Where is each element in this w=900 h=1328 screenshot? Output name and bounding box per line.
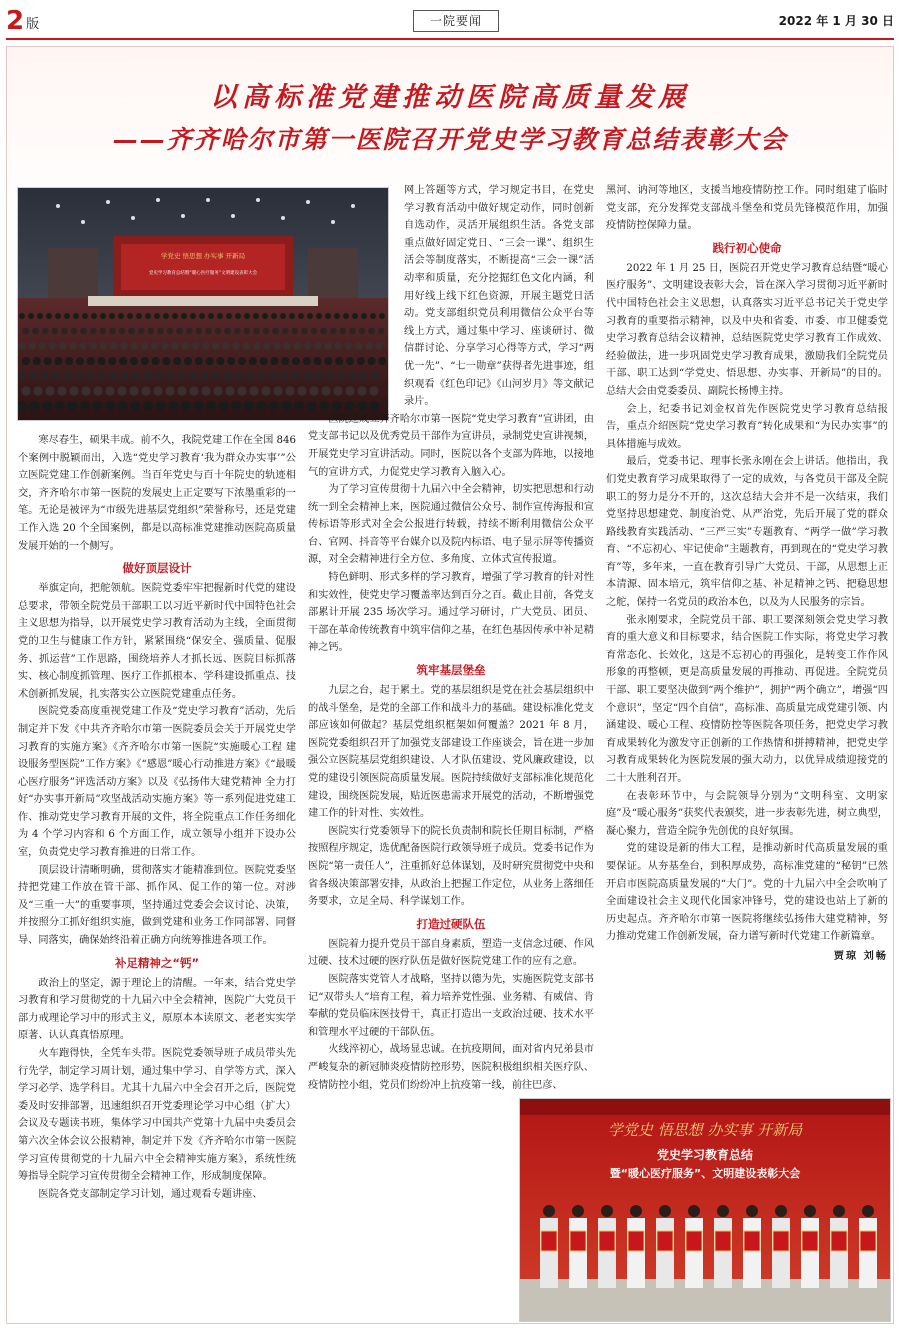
audience-member — [90, 328, 97, 335]
audience-member — [181, 401, 191, 411]
audience-member — [263, 328, 270, 335]
audience-member — [253, 342, 260, 349]
audience-member — [213, 386, 223, 396]
col3-paragraph: 在表彰环节中，与会院领导分别为“文明科室、文明家庭”及“暖心服务”获奖代表颁奖，进一步表彰先进，树立典型，凝心聚力，营造全院争先创优的良好氛围。 — [606, 790, 888, 837]
audience-member — [40, 372, 49, 381]
audience-member — [29, 372, 38, 381]
audience-member — [206, 357, 214, 365]
audience-member — [65, 357, 73, 365]
audience-member — [222, 342, 229, 349]
col2-paragraph: 医院实行党委领导下的院长负责制和院长任期目标制，严格按照程序规定，选优配备医院行政领导班子成员。党委书记作为医院“第一责任人”，注重抓好总体谋划，及时研究贯彻党中央和省各级决策部署安排，从政治上把握工作定位，从业务上落细任务要求，立足全局、科学谋划工作。 — [308, 825, 594, 908]
audience-member — [73, 313, 79, 319]
col1-paragraph: 火车跑得快，全凭车头带。医院党委领导班子成员带头先行先学，制定学习周计划，通过集中学习、自学等方式，深入学习必学、选学科目。尤其十九届六中全会召开之后，医院党委及时安排部署，迅速组织召开党委理论学习中心组（扩大）会议及专题读书班，集体学习中国共产党第十九届中央委员会第六次全体会议公报精神，制定并下发《齐齐哈尔市第一医院学习宣传贯彻党的十九届六中全会精神实施方案》，系统性统筹指导全院学习宣传贯彻全会精神工作，形成制度保障。 — [18, 1048, 296, 1183]
audience-member — [234, 372, 243, 381]
audience-member — [19, 313, 25, 319]
col2-paragraph: 网上答题等方式，学习规定书目，在党史学习教育活动中做好规定动作，同时创新自选动作，灵活开展组织生活。各党支部重点做好固定党日、“三会一课”、组织生活会等制度落实，不断提高“三会一课”活动率和质量，充分挖掘红色文化内涵，利用好线上线下红色资源，开展主题党日活动。党支部组织党员利用微信公众平台等线上方式，通过集中学习、座谈研讨、微信群讨论、分享学习心得等方式，学习“两优一先”、“七一勋章”获得者先进事迹，组织观看《红色印记》《山河岁月》等文献记录片。 — [404, 185, 594, 408]
audience-member — [173, 357, 181, 365]
audience-member — [71, 328, 78, 335]
audience-member — [289, 313, 295, 319]
col3-paragraph: 会上，纪委书记刘金权首先作医院党史学习教育总结报告，重点介绍医院“党史学习教育”转化成果和“为民办实事”的具体措施与成效。 — [606, 403, 888, 450]
col1-paragraph: 举旗定向，把舵领航。医院党委牢牢把握新时代党的建设总要求，带领全院党员干部职工以习近平新时代中国特色社会主义思想为指导，以开展党史学习教育活动为主线，全面贯彻党的卫生与健康工作方针，紧紧围绕“保安全、强质量、促服务、抓运营”工作思路，围绕培养人才抓长远、医院目标抓落实、核心制度抓管理、医疗工作抓根本、学科建设抓重点、技术创新抓发展，扎实落实公立医院党建重点任务。 — [18, 583, 296, 700]
audience-member — [45, 386, 55, 396]
audience-member — [208, 313, 214, 319]
audience-member — [271, 313, 277, 319]
col2-paragraph: 医院还成立齐齐哈尔市第一医院“党史学习教育”宣讲团，由党支部书记以及优秀党员干部作为宣讲员，录制党史宣讲视频，开展党史学习宣讲活动。同时，医院以各个支部为阵地，以接地气的宣讲方式，力促党史学习教育入脑入心。 — [308, 413, 594, 478]
audience-member — [243, 342, 250, 349]
audience-member — [154, 372, 163, 381]
subheading-top-design: 做好顶层设计 — [122, 561, 192, 576]
audience-member — [162, 357, 170, 365]
audience-member — [136, 313, 142, 319]
col1-paragraph: 医院各党支部制定学习计划，通过观看专题讲座、 — [38, 1188, 263, 1200]
page-unit: 版 — [26, 17, 40, 32]
audience-member — [120, 342, 127, 349]
audience-member — [131, 342, 138, 349]
audience-member — [129, 386, 139, 396]
stage-banner-text-1: 学党史 悟思想 办实事 开新局 — [160, 252, 246, 260]
backdrop-title-2: 暨“暖心医疗服务”、文明建设表彰大会 — [609, 1167, 801, 1180]
audience-member — [195, 357, 203, 365]
audience-member — [280, 372, 289, 381]
section-title: 一院要闻 — [413, 10, 499, 32]
audience-member — [235, 313, 241, 319]
audience-member — [219, 401, 229, 411]
audience-member — [217, 313, 223, 319]
audience-member — [260, 357, 268, 365]
audience-member — [291, 328, 298, 335]
audience-member — [261, 386, 271, 396]
audience-member — [93, 401, 103, 411]
audience-member — [22, 357, 30, 365]
audience-member — [281, 357, 289, 365]
audience-member — [226, 313, 232, 319]
audience-member — [23, 328, 30, 335]
audience-member — [181, 313, 187, 319]
audience-member — [192, 342, 199, 349]
col2-paragraph: 医院着力提升党员干部自身素质，塑造一支信念过硬、作风过硬、技术过硬的医疗队伍是做好医院党建工作的应有之意。 — [308, 938, 594, 968]
audience-member — [119, 328, 126, 335]
audience-member — [216, 357, 224, 365]
audience-member — [176, 328, 183, 335]
audience-member — [184, 357, 192, 365]
audience-member — [195, 328, 202, 335]
audience-member — [201, 386, 211, 396]
audience-member — [270, 357, 278, 365]
audience-member — [49, 342, 56, 349]
audience-member — [157, 328, 164, 335]
audience-member — [168, 401, 178, 411]
audience-member — [189, 372, 198, 381]
audience-member — [132, 372, 141, 381]
audience-member — [55, 401, 65, 411]
audience-member — [285, 386, 295, 396]
audience-member — [227, 357, 235, 365]
column-3 — [606, 182, 888, 1072]
audience-member — [171, 342, 178, 349]
audience-member — [61, 328, 68, 335]
audience-member — [161, 342, 168, 349]
audience-member — [297, 386, 307, 396]
subheading-grassroots: 筑牢基层堡垒 — [416, 663, 486, 678]
audience-member — [177, 372, 186, 381]
audience-member — [215, 328, 222, 335]
audience-member — [98, 357, 106, 365]
audience-member — [199, 313, 205, 319]
audience-member — [202, 342, 209, 349]
audience-member — [130, 357, 138, 365]
audience-member — [193, 401, 203, 411]
audience-member — [223, 372, 232, 381]
audience-member — [69, 342, 76, 349]
audience-member — [200, 372, 209, 381]
audience-member — [273, 386, 283, 396]
audience-member — [18, 372, 26, 381]
audience-member — [263, 342, 270, 349]
audience-member — [69, 386, 79, 396]
audience-member — [224, 328, 231, 335]
audience-member — [234, 328, 241, 335]
audience-member — [212, 342, 219, 349]
audience-member — [64, 313, 70, 319]
column-1 — [18, 432, 296, 1203]
audience-member — [119, 357, 127, 365]
audience-member — [138, 328, 145, 335]
audience-member — [244, 401, 254, 411]
audience-member — [109, 372, 118, 381]
issue-date: 2022 年 1 月 30 日 — [778, 14, 894, 28]
audience-member — [67, 401, 77, 411]
audience-member — [257, 372, 266, 381]
audience-member — [182, 342, 189, 349]
audience-member — [231, 401, 241, 411]
audience-member — [238, 357, 246, 365]
audience-member — [141, 357, 149, 365]
audience-member — [284, 342, 291, 349]
audience-member — [39, 342, 46, 349]
col2-paragraph: 九层之台，起于累土。党的基层组织是党在社会基层组织中的战斗堡垒，是党的全部工作和战斗力的基础。建设标准化党支部应该如何做起？基层党组织框架如何覆盖？2021 年 8 月，医院党委组织召开了加强党支部建设工作座谈会，旨在进一步加强公立医院基层党组织建设、人才队伍建设、党风廉政建设，以党的建设引领医院高质量发展。医院持续做好支部标准化规范化建设，围绕医院发展，贴近医患需求开展党的活动，不断增强党建工作的针对性、实效性。 — [308, 685, 594, 820]
audience-member — [165, 386, 175, 396]
audience-member — [42, 401, 52, 411]
audience-member — [244, 313, 250, 319]
audience-member — [163, 313, 169, 319]
audience-member — [262, 313, 268, 319]
subheading-team: 打造过硬队伍 — [416, 916, 486, 931]
audience-member — [18, 342, 25, 349]
audience-member — [291, 372, 300, 381]
audience-member — [249, 357, 257, 365]
audience-member — [93, 386, 103, 396]
article-author: 贾琼 刘畅 — [833, 950, 888, 962]
audience-member — [100, 313, 106, 319]
audience-member — [33, 357, 41, 365]
backdrop-title-1: 党史学习教育总结 — [656, 1148, 754, 1162]
audience-member — [87, 357, 95, 365]
page-number: 2 — [6, 6, 25, 36]
audience-member — [211, 372, 220, 381]
audience-member — [30, 401, 40, 411]
col1-paragraph: 医院党委高度重视党建工作及“党史学习教育”活动，先后制定并下发《中共齐齐哈尔市第一医院委员会关于开展党史学习教育的实施方案》《齐齐哈尔市第一医院“实施暖心工程 建设服务型医院”工作方案》《“感恩”暖心行动推进方案》《“最暖心医疗服务”评选活动方案》以及《弘扬伟大建党精神 全力打好“办实事开新局”攻坚战活动实施方案》等一系列促进党建工作、推动党史学习教育开展的文件，将全院重点工作任务细化为 4 个学习内容和 6 个方面工作，成立领导小组并下设办公室，负责党史学习教育推进的日常工作。 — [18, 706, 296, 859]
audience-member — [105, 401, 115, 411]
col1-paragraph: 政治上的坚定，源于理论上的清醒。一年来，结合党史学习教育和学习贯彻党的十九届六中全会精神，医院广大党员干部力戒理论学习中的形式主义，原原本本读原文、老老实实学原著、认认真真悟原理。 — [18, 977, 296, 1042]
audience-member — [51, 328, 58, 335]
audience-member — [21, 386, 31, 396]
audience-member — [128, 328, 135, 335]
audience-member — [154, 313, 160, 319]
audience-member — [186, 328, 193, 335]
audience-member — [151, 342, 158, 349]
audience-member — [117, 386, 127, 396]
audience-member — [253, 313, 259, 319]
audience-member — [269, 401, 279, 411]
headline-title: 以高标准党建推动医院高质量发展 — [210, 82, 690, 113]
col2-paragraph: 特色鲜明、形式多样的学习教育，增强了学习教育的针对性和实效性，使党史学习覆盖率达到百分之百。截止目前，各党支部累计开展 235 场次学习。通过学习研讨，广大党员、团员、干部在革命传统教育中筑牢信仰之基，在红色基因传承中补足精神之钙。 — [308, 572, 594, 654]
audience-member — [52, 372, 61, 381]
audience-member — [273, 342, 280, 349]
audience-member — [28, 313, 34, 319]
audience-member — [143, 401, 153, 411]
audience-member — [54, 357, 62, 365]
audience-member — [118, 401, 128, 411]
audience-member — [80, 401, 90, 411]
column-2 — [308, 182, 594, 1094]
audience-member — [108, 357, 116, 365]
stage-banner-text-2: 党史学习教育总结暨“暖心医疗服务”文明建设表彰大会 — [148, 271, 258, 276]
headline — [0, 80, 900, 160]
audience-member — [246, 372, 255, 381]
col2-paragraph: 火线淬初心，战场显忠诚。在抗疫期间，面对省内兄弟县市严峻复杂的新冠肺炎疫情防控形势，医院积极组织相关医疗队、疫情防控小组，党员们纷纷冲上抗疫第一线，前往巴彦、 — [308, 1044, 594, 1091]
audience-member — [298, 313, 304, 319]
audience-member — [100, 342, 107, 349]
audience-member — [141, 342, 148, 349]
masthead-rule — [6, 38, 894, 40]
audience-member — [110, 342, 117, 349]
audience-member — [190, 313, 196, 319]
audience-member — [301, 328, 308, 335]
subheading-spirit-calcium: 补足精神之“钙” — [114, 955, 200, 970]
audience-member — [76, 357, 84, 365]
audience-member — [99, 328, 106, 335]
audience-member — [109, 328, 116, 335]
audience-member — [57, 386, 67, 396]
audience-member — [172, 313, 178, 319]
audience-member — [59, 342, 66, 349]
col2-paragraph: 医院落实党管人才战略，坚持以德为先，实施医院党支部书记“双带头人”培育工程，着力培养党性强、业务精、有威信、肯奉献的党员临床医技骨干，真正打造出一支政治过硬、技术水平和管理水平过硬的干部队伍。 — [308, 973, 594, 1038]
audience-member — [177, 386, 187, 396]
audience-member — [152, 357, 160, 365]
col3-paragraph: 张永刚要求，全院党员干部、职工要深刻领会党史学习教育的重大意义和目标要求，结合医院工作实际，将党史学习教育常态化、长效化，这是不忘初心的再强化，是转变工作作风形象的再整顿，更是高质量发展的再推动、再促进。全院党员干部、职工要坚决做到“两个维护”，拥护“两个确立”，增强“四个意识”，坚定“四个自信”，高标准、高质量完成党建引领、内涵建设、暖心工程、疫情防控等医院各项任务，把党史学习教育成果转化为激发守正创新的工作热情和拼搏精神，把党史学习教育成果转化为医院发展的强大动力，以优异成绩迎接党的二十大胜利召开。 — [606, 614, 888, 784]
audience-member — [55, 313, 61, 319]
headline-subtitle: ——齐齐哈尔市第一医院召开党史学习教育总结表彰大会 — [112, 125, 788, 154]
col3-paragraph: 最后，党委书记、理事长张永刚在会上讲话。他指出，我们党史教育学习成果取得了一定的成效，与各党员干部及全院职工的努力是分不开的，这次总结大会并不是一次结束，我们党坚持思想建党、制度治党、从严治党，先后开展了党的群众路线教育实践活动、“三严三实”专题教育、“两学一做”学习教育、“不忘初心、牢记使命”主题教育，再到现在的“党史学习教育”等，多年来，一直在教育引导广大党员、干部，从思想上正本清源、固本培元，筑牢信仰之基、补足精神之钙、把稳思想之舵，保持一名党员的政治本色，以及为人民服务的宗旨。 — [606, 456, 888, 609]
audience-member — [153, 386, 163, 396]
award-ceremony-illustration — [520, 1099, 890, 1321]
audience-member — [145, 313, 151, 319]
audience-member — [268, 372, 277, 381]
backdrop-slogan: 学党史 悟思想 办实事 开新局 — [607, 1121, 803, 1139]
audience-member — [32, 328, 39, 335]
audience-member — [256, 401, 266, 411]
audience-member — [253, 328, 260, 335]
col3-paragraph: 党的建设是新的伟大工程，是推动新时代高质量发展的重要保证。从夯基垒台，到积厚成势，高标准党建的“秘钥”已然开启市医院高质量发展的“大门”。党的十九届六中全会吹响了全面建设社会主义现代化国家冲锋号，党的建设也站上了新的历史起点。齐齐哈尔市第一医院将继续弘扬伟大建党精神，努力推动党建工作创新发展，奋力谱写新时代党建工作新篇章。 — [606, 843, 888, 943]
audience-member — [243, 328, 250, 335]
page-number-badge — [6, 8, 39, 34]
audience-member — [294, 401, 304, 411]
col3-paragraph: 2022 年 1 月 25 日，医院召开党史学习教育总结暨“暖心医疗服务”、文明建设表彰大会，旨在深入学习贯彻习近平新时代中国特色社会主义思想，认真落实习近平总书记关于党史学习教育的重要指示精神，以及中央和省委、市委、市卫健委党史学习教育总结会议精神，总结医院党史学习教育工作成效、经验做法，进一步巩固党史学习教育成果，激励我们全院党员干部、职工达到“学党史、悟思想、办实事、开新局”的目的。总结大会由党委委员、副院长杨博主持。 — [606, 262, 888, 397]
audience-member — [86, 372, 95, 381]
audience-member — [44, 357, 52, 365]
audience-member — [80, 328, 87, 335]
audience-member — [282, 401, 292, 411]
subheading-mission: 践行初心使命 — [712, 240, 782, 255]
audience-member — [233, 342, 240, 349]
col1-paragraph: 寒尽春生，硕果丰成。前不久，我院党建工作在全国 846 个案例中脱颖而出，入选“党史学习教育‘我为群众办实事’”公立医院党建工作创新案例。当百年党史与百十年院史的轨迹相交，齐齐哈尔市第一医院的发展史上正定要写下浓墨重彩的一笔。无论是被评为“市级先进基层党组织”荣誉称号，还是党建工作入选 20 个全国案例，都是以高标准党建推动医院高质量发展开始的一个侧写。 — [18, 435, 296, 552]
audience-member — [120, 372, 129, 381]
audience-member — [46, 313, 52, 319]
audience-member — [237, 386, 247, 396]
audience-member — [292, 357, 300, 365]
audience-member — [105, 386, 115, 396]
audience-member — [147, 328, 154, 335]
audience-member — [127, 313, 133, 319]
audience-member — [205, 328, 212, 335]
audience-member — [80, 342, 87, 349]
audience-member — [167, 328, 174, 335]
audience-member — [75, 372, 84, 381]
col3-paragraph: 黑河、讷河等地区，支援当地疫情防控工作。同时组建了临时党支部，充分发挥党支部战斗堡垒和党员先锋模范作用，加强疫情防控保障力量。 — [606, 185, 888, 232]
masthead — [0, 0, 900, 40]
audience-member — [225, 386, 235, 396]
audience-member — [206, 401, 216, 411]
photo-award-ceremony — [519, 1098, 891, 1322]
audience-member — [109, 313, 115, 319]
audience-member — [90, 342, 97, 349]
col2-paragraph: 为了学习宣传贯彻十九届六中全会精神，切实把思想和行动统一到全会精神上来，医院通过微信公众号、制作宣传海报和宣传标语等形式对全会公报进行转载，持续不断利用微信公众平台、官网、抖音等平台媒介以及院内标语、电子显示屏等传播资源，对全会精神进行全方位、多角度、立体式宣传报道。 — [308, 484, 594, 566]
audience-member — [82, 313, 88, 319]
audience-member — [272, 328, 279, 335]
audience-member — [42, 328, 49, 335]
audience-member — [29, 342, 36, 349]
audience-member — [141, 386, 151, 396]
audience-member — [81, 386, 91, 396]
audience-member — [249, 386, 259, 396]
audience-member — [143, 372, 152, 381]
audience-member — [156, 401, 166, 411]
audience-member — [294, 342, 301, 349]
audience-member — [91, 313, 97, 319]
audience-member — [63, 372, 72, 381]
audience-member — [282, 328, 289, 335]
audience-member — [118, 313, 124, 319]
audience-member — [189, 386, 199, 396]
audience-member — [166, 372, 175, 381]
audience-member — [97, 372, 106, 381]
audience-member — [130, 401, 140, 411]
audience-member — [280, 313, 286, 319]
col1-paragraph: 顶层设计清晰明确，贯彻落实才能精准到位。医院党委坚持把党建工作放在管干部、抓作风、促工作的第一位。对涉及“三重一大”的重要事项，坚持通过党委会会议讨论、决策，并按照分工抓好组织实施，做到党建和业务工作同部署、同督导、同落实，确保始终沿着正确方向统筹推进各项工作。 — [18, 864, 296, 947]
audience-member — [37, 313, 43, 319]
audience-member — [33, 386, 43, 396]
